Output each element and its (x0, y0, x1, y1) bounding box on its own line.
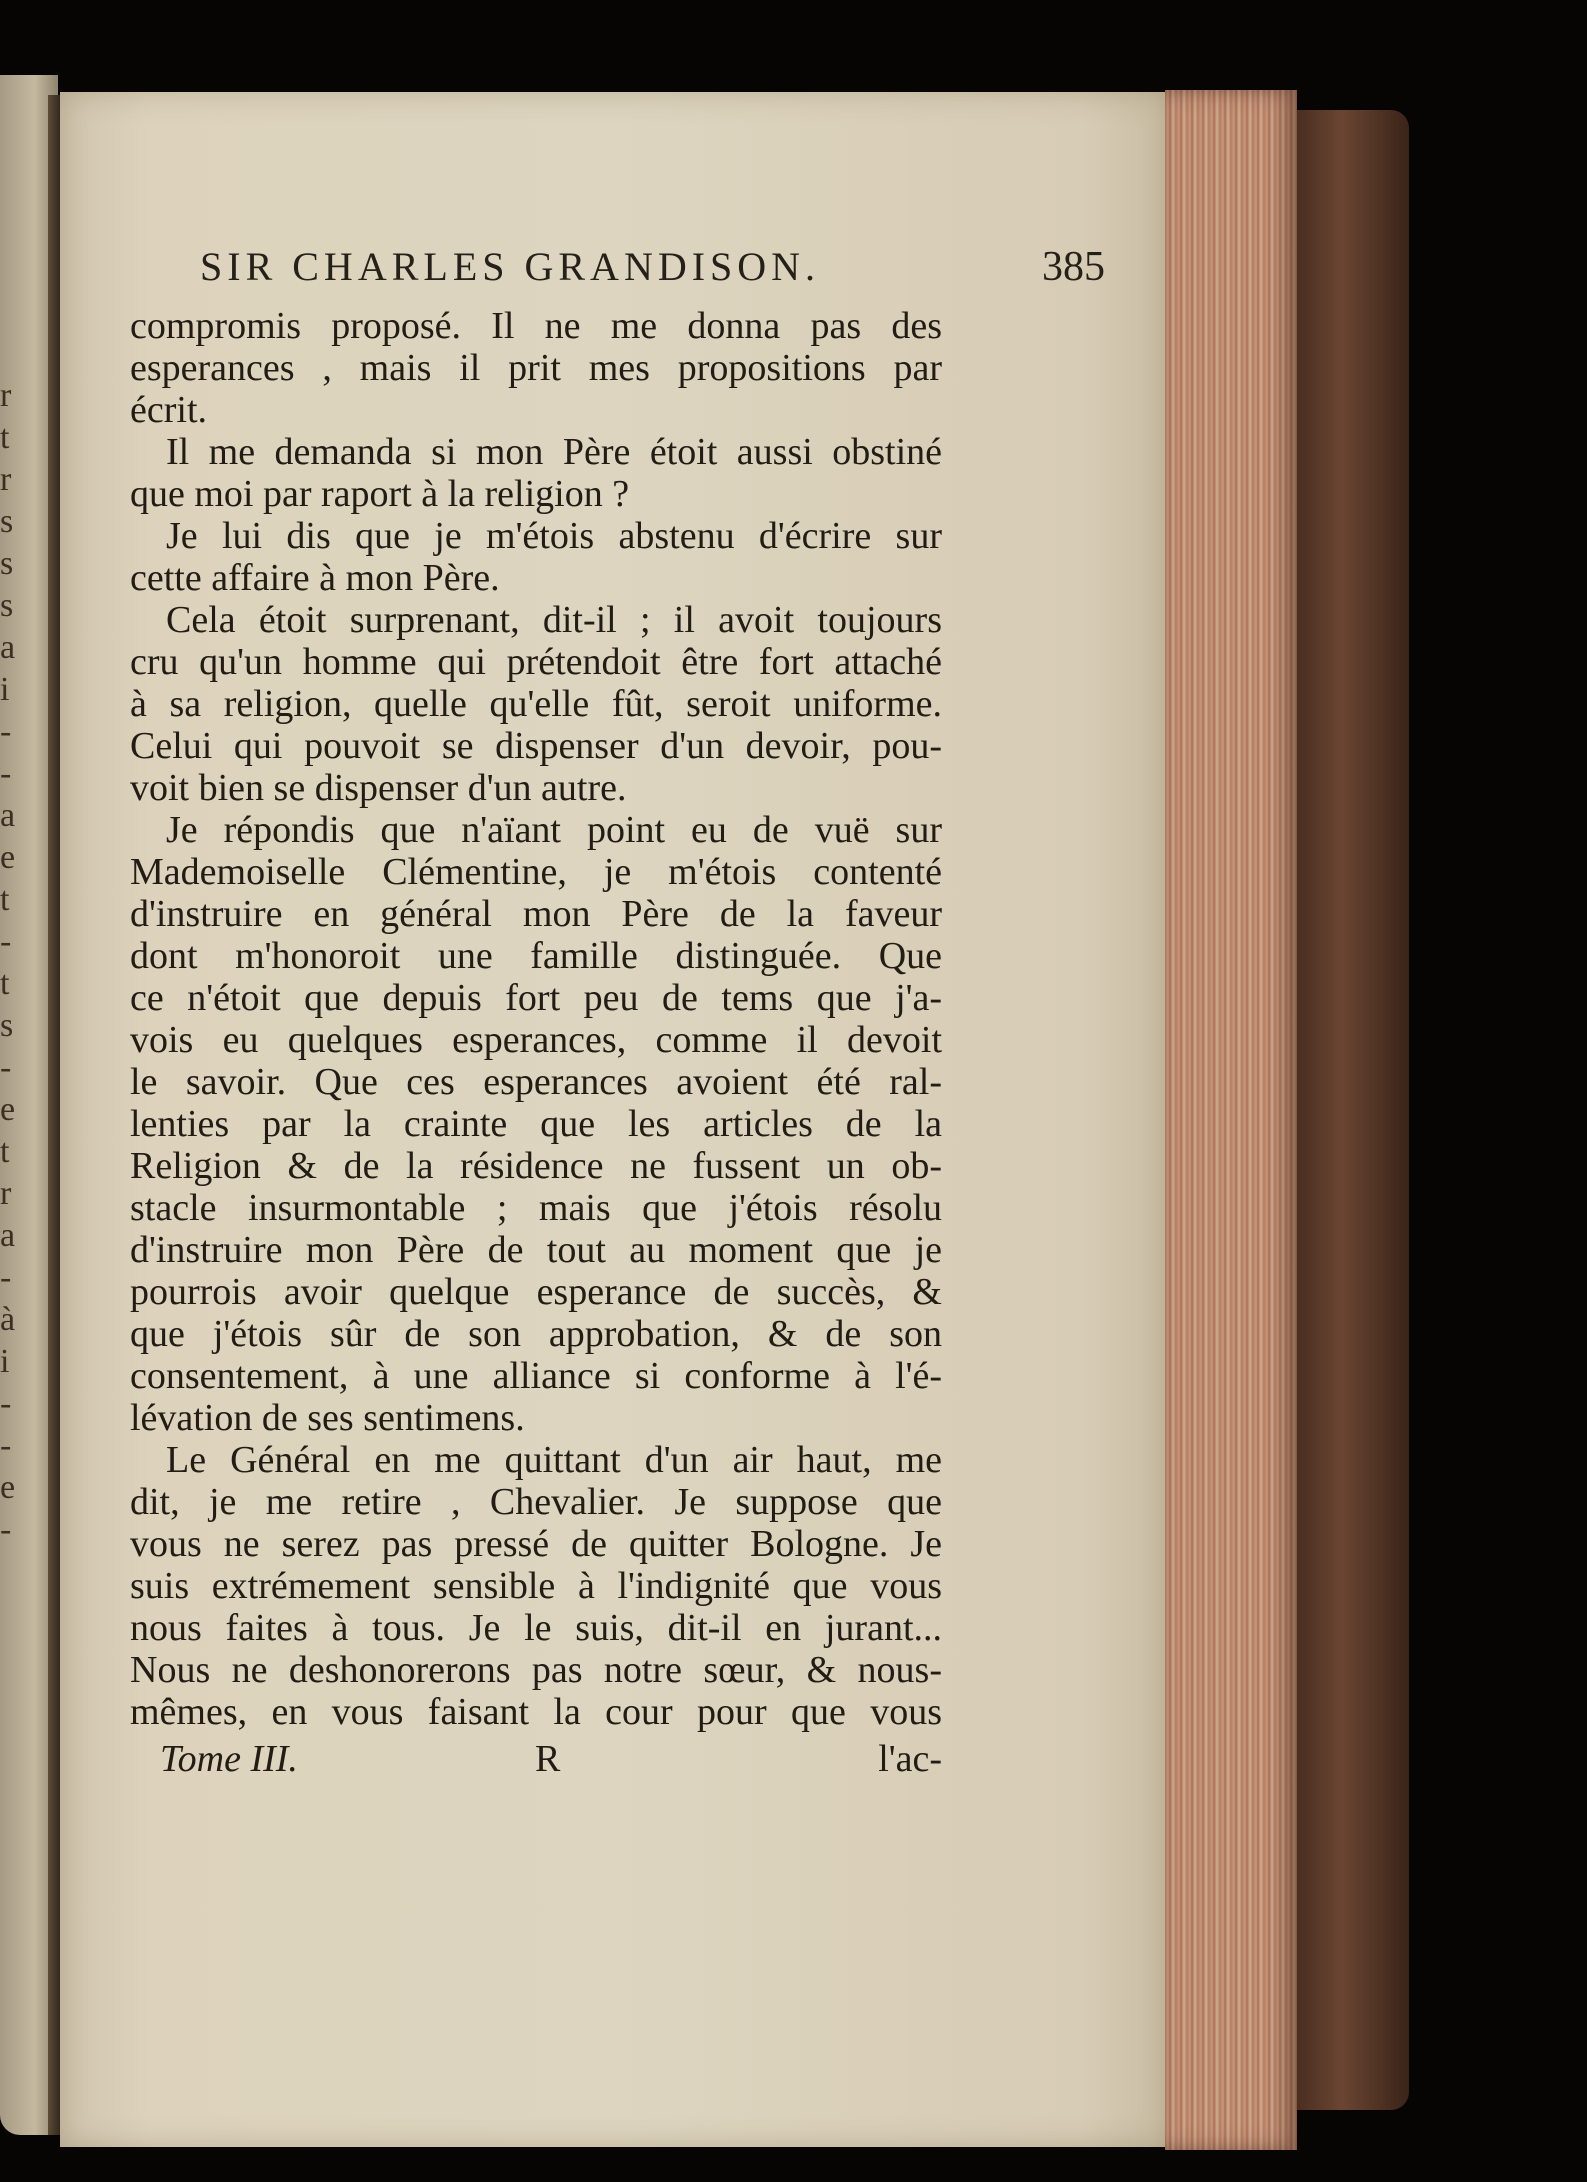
margin-char: s (0, 545, 14, 582)
text-line: compromis proposé. Il ne me donna pas des (130, 305, 942, 347)
margin-char: e (0, 1091, 16, 1128)
text-line: stacle insurmontable ; mais que j'étois résolu (130, 1187, 942, 1229)
text-line: Le Général en me quittant d'un air haut, me (166, 1439, 942, 1481)
margin-char: - (0, 1427, 12, 1464)
text-line: d'instruire en général mon Père de la faveur (130, 893, 942, 935)
margin-char: - (0, 1259, 12, 1296)
margin-char: - (0, 923, 12, 960)
margin-char: - (0, 1385, 12, 1422)
text-line: Il me demanda si mon Père étoit aussi obstiné (166, 431, 942, 473)
margin-char: - (0, 1511, 12, 1548)
text-line: Je répondis que n'aïant point eu de vuë sur (166, 809, 942, 851)
page-footer (160, 1735, 942, 1783)
text-line: vous ne serez pas pressé de quitter Bologne. Je (130, 1523, 942, 1565)
margin-char: - (0, 1049, 12, 1086)
text-line: cette affaire à mon Père. (130, 557, 500, 599)
margin-char: t (0, 881, 10, 918)
margin-char: à (0, 1301, 16, 1338)
text-line: mêmes, en vous faisant la cour pour que vous (130, 1691, 942, 1733)
left-page-margin-text (0, 375, 20, 1551)
text-line: Cela étoit surprenant, dit-il ; il avoit toujours (166, 599, 942, 641)
text-line: pourrois avoir quelque esperance de succès, & (130, 1271, 942, 1313)
text-line: consentement, à une alliance si conforme à l'é- (130, 1355, 942, 1397)
running-header-title: SIR CHARLES GRANDISON. (200, 244, 821, 289)
page-text (130, 305, 942, 1733)
signature-mark: R (535, 1738, 561, 1780)
margin-char: i (0, 671, 10, 708)
text-line: le savoir. Que ces esperances avoient été ral- (130, 1061, 942, 1103)
text-line: ce n'étoit que depuis fort peu de tems que j'a- (130, 977, 942, 1019)
margin-char: r (0, 377, 12, 414)
text-line: nous faites à tous. Je le suis, dit-il en jurant... (130, 1607, 942, 1649)
page-edges (1165, 90, 1297, 2150)
text-line: vois eu quelques esperances, comme il devoit (130, 1019, 942, 1061)
text-line: dit, je me retire , Chevalier. Je suppose que (130, 1481, 942, 1523)
text-line: Nous ne deshonorerons pas notre sœur, & nous- (130, 1649, 942, 1691)
margin-char: a (0, 1217, 16, 1254)
text-line: que j'étois sûr de son approbation, & de son (130, 1313, 942, 1355)
text-line: suis extrémement sensible à l'indignité que vous (130, 1565, 942, 1607)
margin-char: s (0, 1007, 14, 1044)
text-line: dont m'honoroit une famille distinguée. Que (130, 935, 942, 977)
margin-char: a (0, 629, 16, 666)
text-line: Celui qui pouvoit se dispenser d'un devoir, pou- (130, 725, 942, 767)
text-line: d'instruire mon Père de tout au moment que je (130, 1229, 942, 1271)
text-line: Je lui dis que je m'étois abstenu d'écrire sur (166, 515, 942, 557)
text-line: que moi par raport à la religion ? (130, 473, 630, 515)
text-line: cru qu'un homme qui prétendoit être fort attaché (130, 641, 942, 683)
margin-char: r (0, 461, 12, 498)
book-cover (1297, 110, 1409, 2110)
text-line: écrit. (130, 389, 208, 431)
margin-char: t (0, 419, 10, 456)
text-line: lenties par la crainte que les articles de la (130, 1103, 942, 1145)
volume-label: Tome III. (160, 1738, 298, 1780)
margin-char: s (0, 587, 14, 624)
text-line: à sa religion, quelle qu'elle fût, seroit uniforme. (130, 683, 942, 725)
margin-char: t (0, 965, 10, 1002)
margin-char: a (0, 797, 16, 834)
margin-char: e (0, 839, 16, 876)
text-line: voit bien se dispenser d'un autre. (130, 767, 627, 809)
text-line: Religion & de la résidence ne fussent un ob- (130, 1145, 942, 1187)
margin-char: i (0, 1343, 10, 1380)
margin-char: - (0, 755, 12, 792)
margin-char: r (0, 1175, 12, 1212)
margin-char: e (0, 1469, 16, 1506)
catchword: l'ac- (878, 1738, 942, 1780)
margin-char: t (0, 1133, 10, 1170)
text-line: lévation de ses sentimens. (130, 1397, 525, 1439)
margin-char: s (0, 503, 14, 540)
margin-char: - (0, 713, 12, 750)
text-line: esperances , mais il prit mes propositions par (130, 347, 942, 389)
text-line: Mademoiselle Clémentine, je m'étois contenté (130, 851, 942, 893)
page-number: 385 (1042, 244, 1105, 290)
